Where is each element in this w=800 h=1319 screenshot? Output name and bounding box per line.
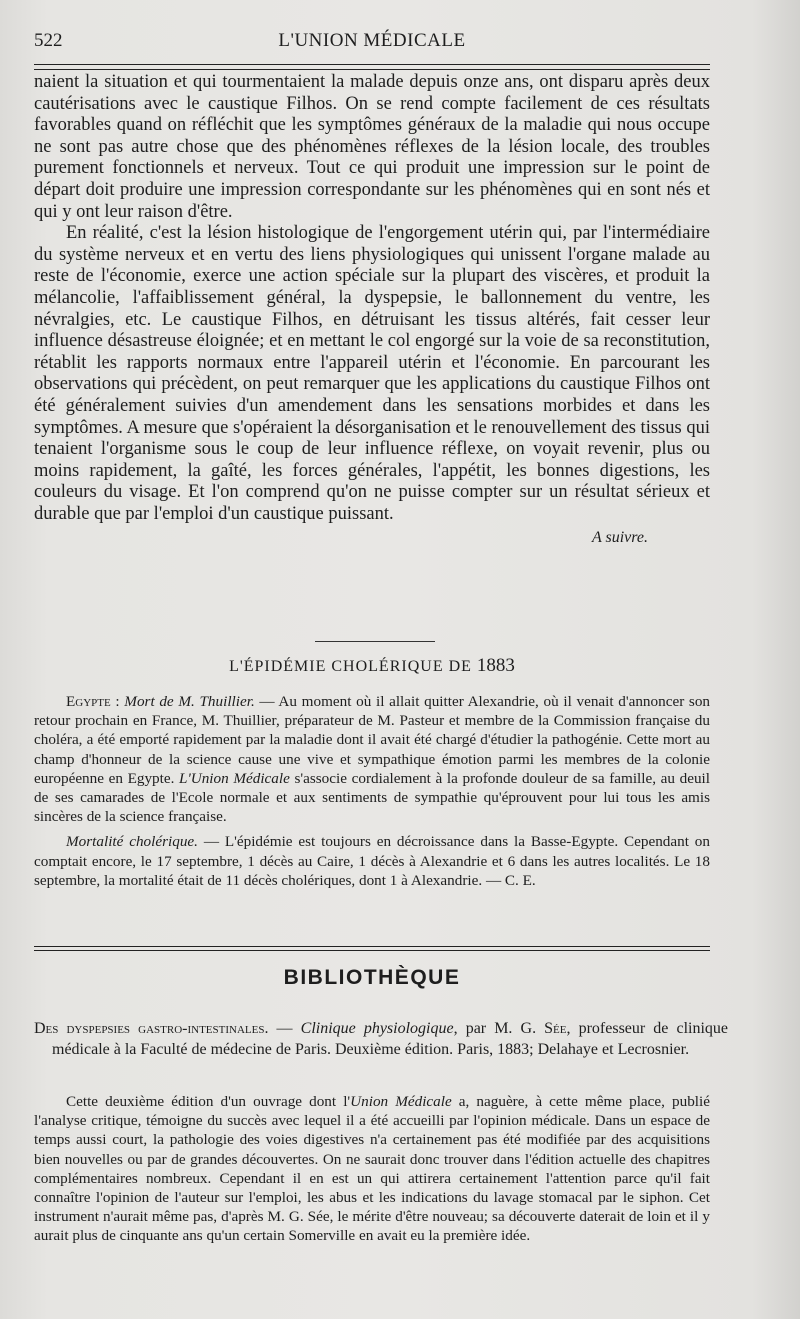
article-paragraph-1: naient la situation et qui tourmentaient la malade depuis onze ans, ont disparu après deux cautérisations avec le caustique Filhos. On se rend compte facilement de ces résultats favorables quand on réfléchit que les symptômes généraux de la maladie qui nous occupe ne sont pas autre chose que des phénomènes réflexes de la lésion locale, des troubles purement fonctionnels et nerveux. Tout ce qui produit une impression sur le point de départ doit produire une impression correspondante sur les phénomènes qui en sont nés et qui y ont leur raison d'être. [34, 72, 710, 222]
page-header [34, 28, 710, 56]
mortality-text: — L'épidémie est toujours en décroissance dans la Basse-Egypte. Cependant on comptait encore, le 17 septembre, 1 décès au Caire, 1 décès à Alexandrie et 6 dans les autres localités. Le 18 septembre, la mortalité était de 11 décès cholériques, dont 1 à Alexandrie. — C. E. [34, 833, 710, 889]
epidemie-text: — Au moment où il allait quitter Alexandrie, où il venait d'annoncer son retour prochain en France, M. Thuillier, préparateur de M. Pasteur et membre de la Commission française du choléra, a été emporté rapidement par la maladie dont il avait été chargé d'étudier la pathogénie. Cette mort au champ d'honneur de la science cause une vive et sympathique émotion parmi les membres de la colonie européenne en Egypte. [34, 693, 711, 787]
review-paragraph [34, 1092, 710, 1246]
bibliotheque-title: BIBLIOTHÈQUE [283, 966, 461, 989]
country-label: Egypte : [66, 693, 120, 710]
book-reference [34, 1018, 728, 1061]
ref-by: , par M. G. [453, 1020, 545, 1037]
review-text-cont: a, naguère, à cette même place, publié l'analyse critique, témoigne du succès avec lequel il a été accueilli par l'opinion médicale. Dans un espace de temps aussi court, la pathologie des voies digestives n'a certainement pas été modifiée par des acquisitions bien nouvelles ou par de grandes découvertes. On ne saurait donc trouver dans l'édition actuelle des chapitres complémentaires nombreux. Cependant il en est un qui attirera certainement l'attention parce qu'il fait connaître l'opinion de l'auteur sur l'emploi, les abus et les indications du lavage stomacal par le siphon. Cet instrument n'aurait même pas, d'après M. G. Sée, le mérite d'être nouveau; sa découverte daterait de loin et il y aurait plus de cinquante ans qu'un certain Somerville en avait eu la première idée. [34, 1093, 710, 1245]
book-subtitle: Clinique physiologique [300, 1020, 454, 1037]
review-body [34, 1092, 710, 1252]
header-rule [34, 64, 710, 65]
review-text: Cette deuxième édition d'un ouvrage dont l' [66, 1093, 351, 1110]
epidemie-title-text: L'ÉPIDÉMIE CHOLÉRIQUE DE [229, 658, 472, 675]
ref-details: , professeur de clinique médicale à la Faculté de médecine de Paris. Deuxième édition. Paris, 1883; Delahaye et Lecrosnier. [52, 1020, 729, 1059]
section-separator [315, 641, 435, 642]
book-title: Des dyspepsies gastro-intestinales. [34, 1020, 269, 1037]
page-number: 522 [34, 30, 63, 51]
mortality-subject: Mortalité cholérique. [66, 833, 198, 851]
to-be-continued: A suivre. [592, 529, 648, 547]
header-rule-thin [34, 69, 710, 70]
double-rule [34, 946, 710, 951]
epidemie-paragraph-1 [34, 692, 710, 826]
epidemie-section-title [34, 655, 710, 677]
epidemie-title-year: 1883 [476, 655, 515, 676]
news-subject: Mort de M. Thuillier. [124, 693, 255, 710]
epidemie-paragraph-2 [34, 832, 710, 890]
review-journal-name: Union Médicale [350, 1093, 452, 1110]
article-paragraph-2: En réalité, c'est la lésion histologique de l'engorgement utérin qui, par l'intermédiaire du système nerveux et en vertu des liens physiologiques qui unissent l'organe malade au reste de l'économie, exerce une action spéciale sur la plupart des viscères, et produit la mélancolie, l'affaiblissement général, la dyspepsie, le ballonnement du ventre, les névralgies, etc. Le caustique Filhos, en détruisant les tissus altérés, fait cesser leur influence désastreuse éloignée; et en mettant le col engorgé sur la voie de sa reconstitution, rétablit les rapports normaux entre l'appareil utérin et l'économie. En parcourant les observations qui précèdent, on peut remarquer que les applications du caustique Filhos ont été généralement suivies d'un amendement dans les sensations morbides et dans les symptômes. A mesure que s'opéraient la désorganisation et le renouvellement des tissus qui tenaient l'organisme sous le coup de leur influence réflexe, on voyait revenir, plus ou moins rapidement, la gaîté, les forces générales, l'appétit, les bonnes digestions, les couleurs du visage. Et l'on comprend qu'on ne puisse compter sur un résultat sérieux et durable que par l'emploi d'un caustique puissant. [34, 223, 710, 524]
journal-name: L'Union Médicale [179, 769, 290, 787]
epidemie-text-cont: s'associe cordialement à la profonde douleur de sa famille, au deuil de ses camarades de l'Ecole normale et aux sentiments de sympathie qu'éprouvent pour lui tous les amis sincères de la science française. [34, 769, 710, 826]
article-continuation [34, 72, 710, 549]
epidemie-body [34, 692, 710, 896]
running-title: L'UNION MÉDICALE [278, 30, 466, 51]
book-author: Sée [544, 1020, 567, 1037]
ref-dash: — [268, 1020, 301, 1037]
